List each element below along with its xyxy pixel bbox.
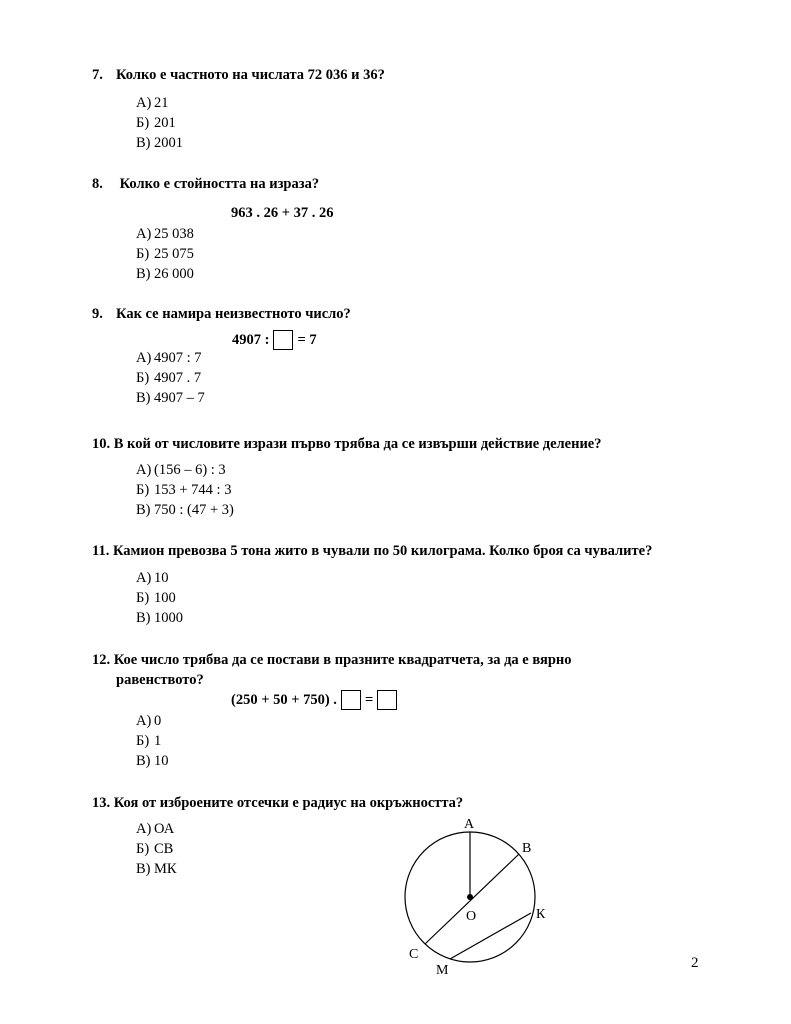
q8-option-b: Б) 25 075 [136,246,194,262]
answer-box [377,690,397,710]
question-8 [92,176,319,193]
question-text: В кой от числовите изрази първо трябва да се извърши действие деление? [113,436,602,452]
q9-option-a: А) 4907 : 7 [136,350,202,366]
q11-option-c: В) 1000 [136,610,183,626]
q7-option-a: А) 21 [136,95,169,111]
center-point [467,894,473,900]
q11-option-a: А) 10 [136,570,169,586]
q7-option-b: Б) 201 [136,115,176,131]
question-7 [92,67,385,84]
label-a: А [464,817,475,832]
segment-mk [450,913,531,959]
q9-option-b: Б) 4907 . 7 [136,370,202,386]
q8-option-c: В) 26 000 [136,266,194,282]
question-text: Камион превозва 5 тона жито в чували по 50 килограма. Колко броя са чувалите? [112,543,653,559]
q12-option-c: В) 10 [136,753,169,769]
q13-option-b: Б) СВ [136,841,174,857]
question-number: 10. [92,436,111,452]
question-text: Коя от изброените отсечки е радиус на окръжността? [113,795,464,811]
q13-option-a: А) ОА [136,821,175,837]
q9-option-c: В) 4907 – 7 [136,390,205,406]
question-10 [92,436,602,453]
q8-expression: 963 . 26 + 37 . 26 [231,205,334,221]
label-c: С [409,947,419,962]
q13-option-c: В) МК [136,861,177,877]
question-9 [92,306,351,323]
q10-option-c: В) 750 : (47 + 3) [136,502,234,518]
question-text: Кое число трябва да се постави в празните квадратчета, за да е вярно [113,652,572,668]
q12-option-b: Б) 1 [136,733,162,749]
page-number: 2 [691,955,699,971]
question-text: Как се намира неизвестното число? [116,306,351,322]
question-number: 9. [92,306,103,322]
question-number: 12. [92,652,111,668]
question-text: Колко е частното на числата 72 036 и 36? [116,67,385,83]
question-number: 13. [92,795,111,811]
question-text: Колко е стойността на израза? [119,176,320,192]
answer-box [341,690,361,710]
question-number: 7. [92,67,103,83]
q12-expression: (250 + 50 + 750) . = [231,690,401,710]
label-b: В [522,841,532,856]
q12-option-a: А) 0 [136,713,162,729]
label-k: К [536,907,546,922]
label-o: О [466,909,477,924]
q7-option-c: В) 2001 [136,135,183,151]
question-12 [92,652,572,669]
question-11 [92,543,652,560]
q10-option-b: Б) 153 + 744 : 3 [136,482,232,498]
q11-option-b: Б) 100 [136,590,176,606]
label-m: М [436,963,449,978]
q9-expression: 4907 : = 7 [232,330,317,350]
circle-figure [395,808,565,988]
answer-box [273,330,293,350]
question-number: 11. [92,543,110,559]
question-number: 8. [92,176,103,192]
q10-option-a: А) (156 – 6) : 3 [136,462,226,478]
q8-option-a: А) 25 038 [136,226,194,242]
question-12-continued: равенството? [116,672,204,688]
